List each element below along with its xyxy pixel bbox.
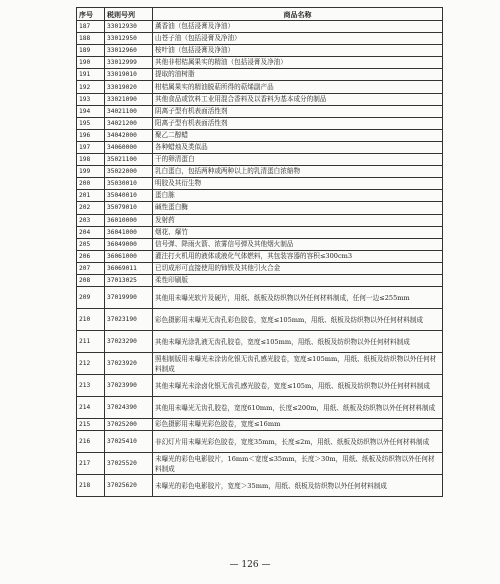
row-number: 210 (77, 309, 105, 331)
tariff-code: 35040010 (105, 190, 153, 202)
row-number: 200 (77, 178, 105, 190)
table-row (77, 45, 443, 57)
product-name: 已切成形可直接使用的铈铁及其他引火合金 (153, 262, 443, 274)
product-name: 烟花、爆竹 (153, 226, 443, 238)
product-name: 各种蜡烛及类似品 (153, 141, 443, 153)
row-number: 203 (77, 214, 105, 226)
tariff-code: 37024390 (105, 397, 153, 419)
tariff-code: 33021090 (105, 93, 153, 105)
tariff-code: 35030010 (105, 178, 153, 190)
product-name: 干的卵清蛋白 (153, 154, 443, 166)
row-number: 215 (77, 419, 105, 431)
product-name: 山苍子油（包括浸膏及净油） (153, 33, 443, 45)
table-row (77, 57, 443, 69)
table-row (77, 238, 443, 250)
row-number: 194 (77, 105, 105, 117)
product-name: 未曝光的彩色电影胶片，16mm＜宽度≤35mm，长度＞30m，用纸、纸板及纺织物以外任何材料制成 (153, 453, 443, 475)
table-row (77, 178, 443, 190)
table-row (77, 431, 443, 453)
product-name: 其他未曝光涂乳液无齿孔胶卷，宽度≤105mm，用纸、纸板及纺织物以外任何材料制成 (153, 331, 443, 353)
header-num: 序号 (77, 8, 105, 21)
tariff-code: 33012960 (105, 45, 153, 57)
tariff-code: 36069011 (105, 262, 153, 274)
tariff-code: 33019010 (105, 69, 153, 81)
tariff-code: 33012999 (105, 57, 153, 69)
tariff-code: 37013025 (105, 274, 153, 286)
row-number: 193 (77, 93, 105, 105)
table-row (77, 262, 443, 274)
header-code: 税则号列 (105, 8, 153, 21)
tariff-code: 33012930 (105, 21, 153, 33)
product-name: 薰香油（包括浸膏及净油） (153, 21, 443, 33)
row-number: 198 (77, 154, 105, 166)
product-name: 非幻灯片用未曝光彩色胶卷，宽度35mm，长度≤2m，用纸、纸板及纺织物以外任何材料制成 (153, 431, 443, 453)
tariff-code: 34042000 (105, 129, 153, 141)
row-number: 204 (77, 226, 105, 238)
row-number: 212 (77, 353, 105, 375)
tariff-code: 37023290 (105, 331, 153, 353)
table-row (77, 226, 443, 238)
table-row (77, 250, 443, 262)
product-name: 其他食品或饮料工业用混合香料及以香料为基本成分的制品 (153, 93, 443, 105)
table-row (77, 287, 443, 309)
tariff-code: 33012950 (105, 33, 153, 45)
tariff-code: 37023190 (105, 309, 153, 331)
row-number: 202 (77, 202, 105, 214)
row-number: 195 (77, 117, 105, 129)
tariff-code: 34060000 (105, 141, 153, 153)
table-row (77, 202, 443, 214)
tariff-code: 35022000 (105, 166, 153, 178)
row-number: 207 (77, 262, 105, 274)
product-name: 发射药 (153, 214, 443, 226)
table-row (77, 93, 443, 105)
page-number: — 126 — (229, 560, 271, 570)
table-row (77, 141, 443, 153)
product-name: 阴离子型有机表面活性剂 (153, 105, 443, 117)
tariff-code: 36041000 (105, 226, 153, 238)
row-number: 209 (77, 287, 105, 309)
table-row (77, 214, 443, 226)
table-row (77, 117, 443, 129)
product-name: 碱性蛋白酶 (153, 202, 443, 214)
row-number: 216 (77, 431, 105, 453)
product-name: 彩色摄影用未曝光无齿孔彩色胶卷，宽度≤105mm，用纸、纸板及纺织物以外任何材料制成 (153, 309, 443, 331)
table-row (77, 419, 443, 431)
table-header-row (77, 8, 443, 21)
table-row (77, 475, 443, 497)
product-name: 明胶及其衍生物 (153, 178, 443, 190)
table-row (77, 375, 443, 397)
product-name: 其他用未曝光无齿孔胶卷，宽度610mm，长度≤200m，用纸、纸板及纺织物以外任何材料制成 (153, 397, 443, 419)
row-number: 213 (77, 375, 105, 397)
table-row (77, 274, 443, 286)
product-name: 蛋白胨 (153, 190, 443, 202)
product-name: 未曝光的彩色电影胶片，宽度＞35mm，用纸、纸板及纺织物以外任何材料制成 (153, 475, 443, 497)
table-row (77, 81, 443, 93)
product-name: 信号弹、降雨火箭、浓雾信号弹及其他烟火制品 (153, 238, 443, 250)
table-row (77, 33, 443, 45)
table-row (77, 309, 443, 331)
tariff-code: 37023920 (105, 353, 153, 375)
table-row (77, 166, 443, 178)
table-row (77, 21, 443, 33)
product-name: 其他未曝光未涂卤化银无齿孔感光胶卷，宽度≤105m，用纸、纸板及纺织物以外任何材料制成 (153, 375, 443, 397)
row-number: 197 (77, 141, 105, 153)
row-number: 208 (77, 274, 105, 286)
row-number: 191 (77, 69, 105, 81)
table-body (77, 21, 443, 497)
tariff-code: 37025410 (105, 431, 153, 453)
tariff-code: 34021100 (105, 105, 153, 117)
table-row (77, 105, 443, 117)
table-row (77, 331, 443, 353)
tariff-code: 36049000 (105, 238, 153, 250)
tariff-table (76, 7, 443, 497)
row-number: 196 (77, 129, 105, 141)
row-number: 217 (77, 453, 105, 475)
tariff-code: 34021200 (105, 117, 153, 129)
row-number: 206 (77, 250, 105, 262)
product-name: 柑桔属果实的精油脱萜所得的萜烯副产品 (153, 81, 443, 93)
table-row (77, 129, 443, 141)
table-row (77, 397, 443, 419)
row-number: 211 (77, 331, 105, 353)
row-number: 187 (77, 21, 105, 33)
table-row (77, 353, 443, 375)
row-number: 189 (77, 45, 105, 57)
table-row (77, 69, 443, 81)
row-number: 188 (77, 33, 105, 45)
table-row (77, 190, 443, 202)
product-name: 其他非柑桔属果实的精油（包括浸膏及净油） (153, 57, 443, 69)
product-name: 柔性印刷版 (153, 274, 443, 286)
row-number: 205 (77, 238, 105, 250)
product-name: 其他用未曝光软片及硬片，用纸、纸板及纺织物以外任何材料制成，任何一边≤255mm (153, 287, 443, 309)
tariff-code: 37025620 (105, 475, 153, 497)
product-name: 阳离子型有机表面活性剂 (153, 117, 443, 129)
tariff-code: 35079010 (105, 202, 153, 214)
product-name: 乳白蛋白，包括两种或两种以上的乳清蛋白浓缩物 (153, 166, 443, 178)
tariff-code: 36010000 (105, 214, 153, 226)
product-name: 聚乙二醇蜡 (153, 129, 443, 141)
row-number: 199 (77, 166, 105, 178)
tariff-code: 35021100 (105, 154, 153, 166)
product-name: 彩色摄影用未曝光彩色胶卷，宽度≤16mm (153, 419, 443, 431)
tariff-code: 37025200 (105, 419, 153, 431)
table-row (77, 154, 443, 166)
row-number: 192 (77, 81, 105, 93)
product-name: 灌注打火机用的液体或液化气体燃料，其包装容器的容积≤300cm3 (153, 250, 443, 262)
header-name: 商品名称 (153, 8, 443, 21)
row-number: 214 (77, 397, 105, 419)
product-name: 桉叶油（包括浸膏及净油） (153, 45, 443, 57)
row-number: 190 (77, 57, 105, 69)
tariff-code: 37023990 (105, 375, 153, 397)
tariff-code: 37019990 (105, 287, 153, 309)
tariff-code: 33019020 (105, 81, 153, 93)
tariff-code: 37025520 (105, 453, 153, 475)
tariff-code: 36061000 (105, 250, 153, 262)
row-number: 201 (77, 190, 105, 202)
product-name: 照相制版用未曝光未涂齿化银无齿孔感光胶卷，宽度≤105mm，用纸、纸板及纺织物以外任何材料制成 (153, 353, 443, 375)
product-name: 提取的油树脂 (153, 69, 443, 81)
table-row (77, 453, 443, 475)
row-number: 218 (77, 475, 105, 497)
